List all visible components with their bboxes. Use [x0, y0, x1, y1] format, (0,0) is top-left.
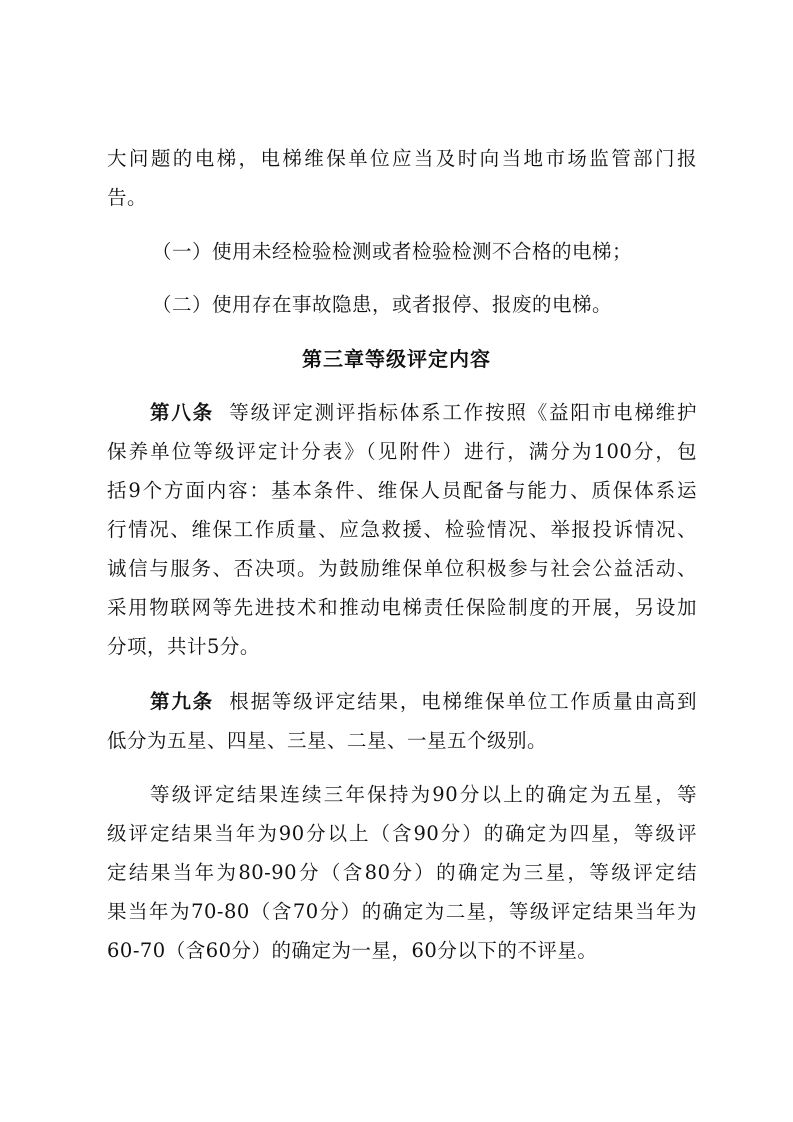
article-8-line-4: 行情况、维保工作质量、应急救援、检验情况、举报投诉情况、 [107, 518, 697, 541]
list-item-2: （二）使用存在事故隐患，或者报停、报废的电梯。 [152, 293, 613, 316]
chapter-title: 第三章等级评定内容 [302, 347, 491, 371]
article-9-label: 第九条 [150, 690, 214, 713]
rating-line-1: 等级评定结果连续三年保持为90分以上的确定为五星，等 [150, 783, 697, 806]
article-8-line-6: 采用物联网等先进技术和推动电梯责任保险制度的开展，另设加 [107, 596, 697, 619]
intro-line-2: 告。 [107, 186, 148, 209]
article-8-line-3: 括9个方面内容：基本条件、维保人员配备与能力、质保体系运 [107, 479, 697, 502]
article-9-line-2: 低分为五星、四星、三星、二星、一星五个级别。 [107, 729, 548, 752]
intro-line-1: 大问题的电梯，电梯维保单位应当及时向当地市场监管部门报 [107, 147, 697, 170]
article-8-line-5: 诚信与服务、否决项。为鼓励维保单位积极参与社会公益活动、 [107, 557, 697, 580]
article-9-line-1 [150, 690, 697, 714]
article-8-line-1 [150, 401, 697, 425]
article-9-text-1: 根据等级评定结果，电梯维保单位工作质量由高到 [227, 690, 697, 713]
rating-line-3: 定结果当年为80-90分（含80分）的确定为三星，等级评定结 [107, 861, 697, 884]
rating-line-4: 果当年为70-80（含70分）的确定为二星，等级评定结果当年为 [107, 900, 697, 923]
article-8-label: 第八条 [150, 401, 214, 424]
article-8-line-7: 分项，共计5分。 [107, 635, 260, 658]
list-item-1: （一）使用未经检验检测或者检验检测不合格的电梯； [152, 240, 633, 263]
article-8-text-1: 等级评定测评指标体系工作按照《益阳市电梯维护 [227, 401, 697, 424]
rating-line-5: 60-70（含60分）的确定为一星，60分以下的不评星。 [107, 939, 598, 962]
article-8-line-2: 保养单位等级评定计分表》（见附件）进行，满分为100分，包 [107, 440, 697, 463]
rating-line-2: 级评定结果当年为90分以上（含90分）的确定为四星，等级评 [107, 822, 697, 845]
